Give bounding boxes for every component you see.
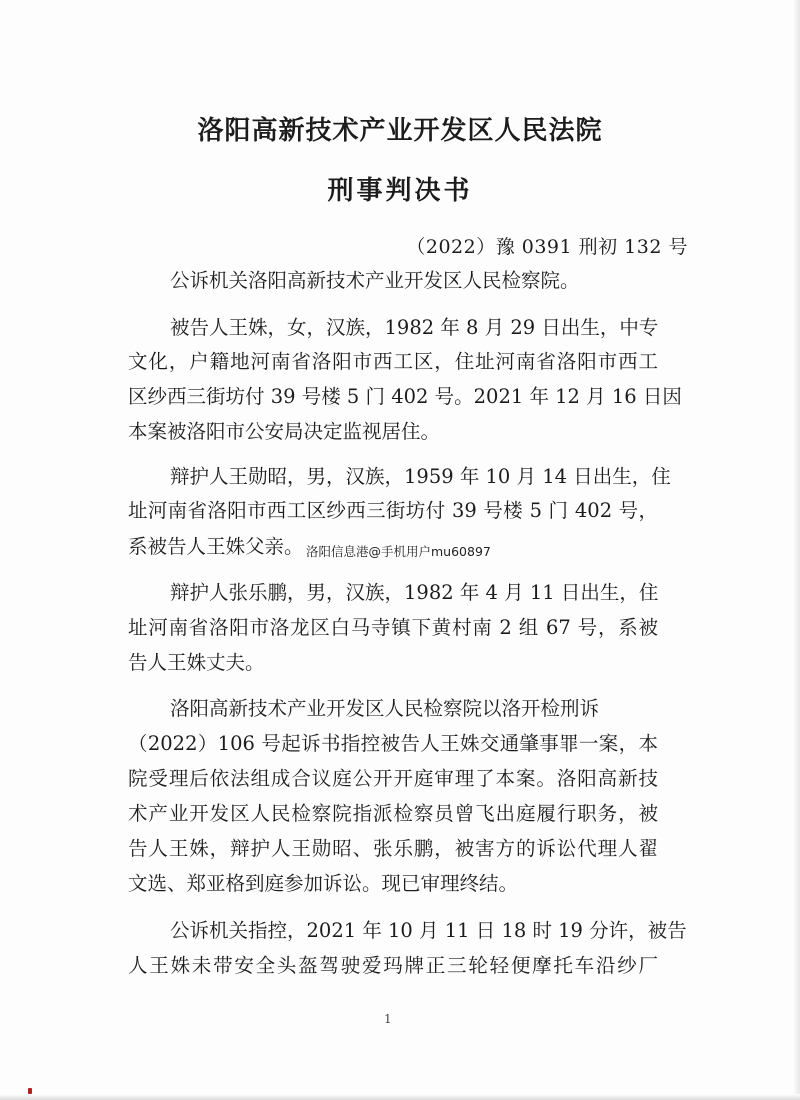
body-line-counsel2-1: 辩护人张乐鹏，男，汉族，1982 年 4 月 11 日出生，住 — [170, 581, 659, 604]
scan-edge-right — [792, 0, 800, 1100]
body-line-counsel1-3: 系被告人王姝父亲。 — [128, 535, 304, 558]
body-line-proceedings-3: 院受理后依法组成合议庭公开开庭审理了本案。洛阳高新技 — [128, 767, 658, 790]
document-title: 刑事判决书 — [327, 176, 473, 206]
page-number: 1 — [384, 1012, 392, 1026]
court-title: 洛阳高新技术产业开发区人民法院 — [197, 116, 603, 146]
body-line-defendant-4: 本案被洛阳市公安局决定监视居住。 — [128, 420, 441, 443]
body-line-prosecutor: 公诉机关洛阳高新技术产业开发区人民检察院。 — [170, 269, 580, 292]
body-line-proceedings-4: 术产业开发区人民检察院指派检察员曾飞出庭履行职务，被 — [128, 802, 658, 825]
watermark-text: 洛阳信息港@手机用户mu60897 — [306, 544, 491, 559]
body-line-defendant-1: 被告人王姝，女，汉族，1982 年 8 月 29 日出生，中专 — [170, 316, 659, 339]
body-line-charge-1: 公诉机关指控，2021 年 10 月 11 日 18 时 19 分许，被告 — [170, 919, 687, 942]
body-line-proceedings-2: （2022）106 号起诉书指控被告人王姝交通肇事罪一案，本 — [128, 732, 658, 755]
body-line-defendant-3: 区纱西三街坊付 39 号楼 5 门 402 号。2021 年 12 月 16 日因 — [128, 385, 682, 408]
body-line-charge-2: 人王姝未带安全头盔驾驶爱玛牌正三轮轻便摩托车沿纱厂 — [128, 954, 658, 977]
body-line-counsel2-3: 告人王姝丈夫。 — [128, 651, 265, 674]
case-number: （2022）豫 0391 刑初 132 号 — [406, 236, 688, 258]
body-line-proceedings-5: 告人王姝，辩护人王勋昭、张乐鹏，被害方的诉讼代理人翟 — [128, 837, 658, 860]
scan-edge-bottom — [0, 1094, 800, 1100]
body-line-counsel1-1: 辩护人王勋昭，男，汉族，1959 年 10 月 14 日出生，住 — [170, 465, 671, 488]
scan-mark — [28, 1088, 32, 1094]
body-line-counsel1-2: 址河南省洛阳市西工区纱西三街坊付 39 号楼 5 门 402 号， — [128, 499, 658, 522]
body-line-counsel2-2: 址河南省洛阳市洛龙区白马寺镇下黄村南 2 组 67 号，系被 — [128, 616, 658, 639]
body-line-proceedings-1: 洛阳高新技术产业开发区人民检察院以洛开检刑诉 — [170, 697, 600, 720]
body-line-defendant-2: 文化，户籍地河南省洛阳市西工区，住址河南省洛阳市西工 — [128, 350, 658, 373]
body-line-proceedings-6: 文选、郑亚格到庭参加诉讼。现已审理终结。 — [128, 872, 519, 895]
